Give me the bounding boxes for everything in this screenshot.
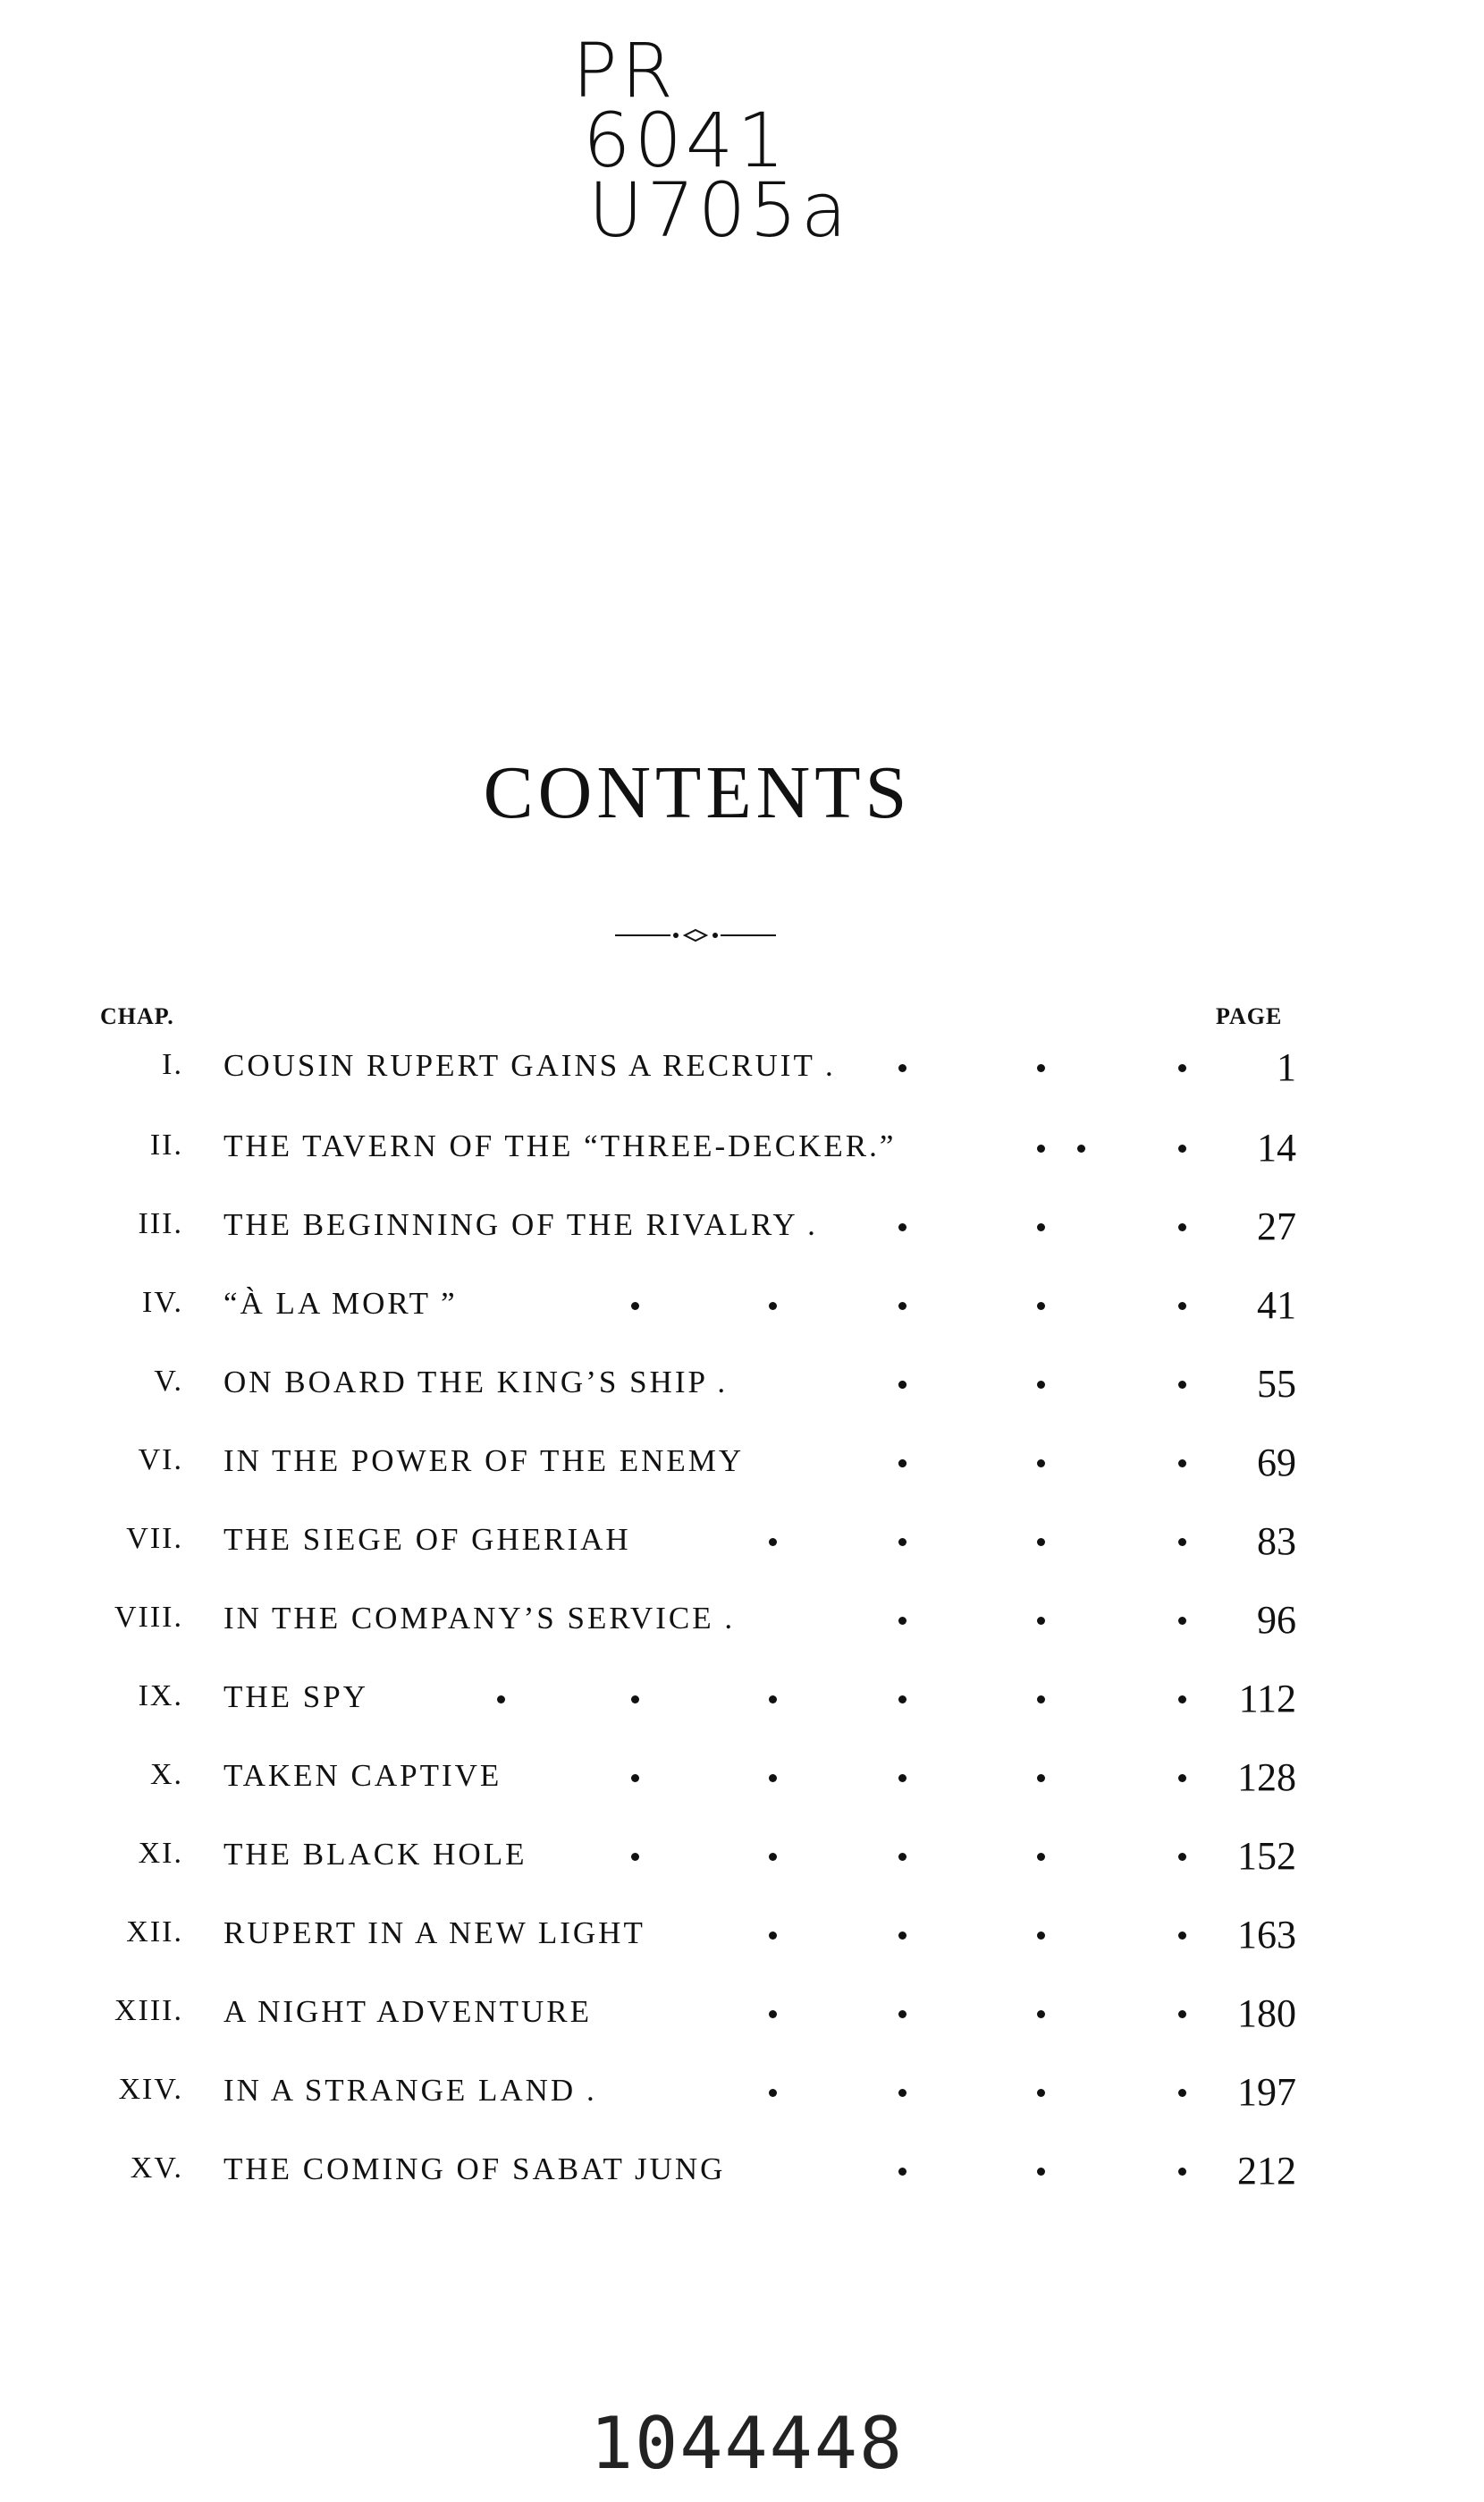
- chapter-title: THE TAVERN OF THE “THREE-DECKER.”: [223, 1128, 897, 1163]
- chapter-number: V.: [154, 1365, 183, 1398]
- leader-dot: [769, 1931, 777, 1940]
- chapter-number: VIII.: [114, 1601, 183, 1634]
- call-number-line: PR: [572, 27, 678, 114]
- leader-dot: [898, 1538, 906, 1546]
- list-item: [0, 1443, 1484, 1497]
- chapter-number: XV.: [130, 2151, 183, 2185]
- leader-dot: [898, 1381, 906, 1389]
- list-item: [0, 1128, 1484, 1182]
- chapter-title: IN THE COMPANY’S SERVICE .: [223, 1601, 736, 1636]
- chapter-number: IX.: [138, 1679, 183, 1712]
- list-item: [0, 1519, 1484, 1576]
- chapter-page-number: 69: [1257, 1441, 1296, 1484]
- leader-dot: [1037, 2168, 1045, 2176]
- leader-dot: [1178, 1931, 1186, 1940]
- leader-dot: [1178, 1459, 1186, 1467]
- list-item: [0, 1207, 1484, 1261]
- leader-dot: [1037, 1617, 1045, 1625]
- leader-dot: [1037, 1774, 1045, 1782]
- chapter-page-number: 27: [1257, 1205, 1296, 1248]
- chapter-number: III.: [138, 1207, 183, 1240]
- leader-dot: [1178, 1145, 1186, 1153]
- chapter-number: I.: [162, 1048, 183, 1081]
- leader-dot: [1037, 1302, 1045, 1310]
- list-item: [0, 2070, 1484, 2126]
- chapter-title: A NIGHT ADVENTURE: [223, 1994, 593, 2029]
- chapter-number: VII.: [126, 1522, 183, 1555]
- chapter-title: THE BEGINNING OF THE RIVALRY .: [223, 1207, 818, 1242]
- leader-dot: [1178, 1538, 1186, 1546]
- leader-dot: [898, 1853, 906, 1861]
- chapter-number: X.: [149, 1758, 183, 1791]
- leader-dot: [1178, 1774, 1186, 1782]
- chap-column-header: CHAP.: [100, 1003, 174, 1029]
- leader-dot: [898, 1064, 906, 1072]
- chapter-title: IN A STRANGE LAND .: [223, 2073, 597, 2108]
- leader-dot: [631, 1774, 639, 1782]
- leader-dot: [1178, 2010, 1186, 2018]
- chapter-page-number: 96: [1257, 1598, 1296, 1642]
- leader-dot: [1178, 1064, 1186, 1072]
- leader-dot: [1178, 1853, 1186, 1861]
- accession-number-stamp: 1044448: [590, 2402, 905, 2485]
- chapter-title: COUSIN RUPERT GAINS A RECRUIT .: [223, 1048, 836, 1083]
- chapter-page-number: 180: [1237, 1991, 1296, 2035]
- leader-dot: [1037, 1064, 1045, 1072]
- chapter-title: ON BOARD THE KING’S SHIP .: [223, 1365, 729, 1399]
- leader-dot: [1037, 1695, 1045, 1703]
- chapter-title: TAKEN CAPTIVE: [223, 1758, 502, 1793]
- leader-dot: [1178, 2089, 1186, 2097]
- chapter-number: VI.: [138, 1443, 183, 1476]
- leader-dot: [769, 1774, 777, 1782]
- call-number-line: 6041: [583, 97, 788, 184]
- chapter-number: XIII.: [114, 1994, 183, 2027]
- chapter-page-number: 163: [1237, 1913, 1296, 1957]
- leader-dot: [1037, 1538, 1045, 1546]
- list-item: [0, 1045, 1484, 1102]
- leader-dot: [1037, 1381, 1045, 1389]
- chapter-title: THE BLACK HOLE: [223, 1837, 527, 1872]
- chapter-page-number: 14: [1257, 1126, 1296, 1170]
- chapter-number: IV.: [142, 1286, 183, 1319]
- chapter-title: THE SIEGE OF GHERIAH: [223, 1522, 631, 1557]
- leader-dot: [898, 2089, 906, 2097]
- leader-dot: [631, 1853, 639, 1861]
- chapter-title: THE COMING OF SABAT JUNG: [223, 2151, 726, 2186]
- chapter-number: XI.: [138, 1837, 183, 1870]
- page-title: CONTENTS: [483, 751, 912, 834]
- leader-dot: [1178, 1617, 1186, 1625]
- list-item: [0, 1362, 1484, 1418]
- leader-dot: [898, 1931, 906, 1940]
- leader-dot: [1178, 2168, 1186, 2176]
- chapter-number: II.: [149, 1128, 183, 1162]
- leader-dot: [1037, 1853, 1045, 1861]
- leader-dot: [898, 1223, 906, 1231]
- leader-dot: [1178, 1695, 1186, 1703]
- leader-dot: [898, 2010, 906, 2018]
- leader-dot: [1037, 1931, 1045, 1940]
- leader-dot: [497, 1695, 505, 1703]
- chapter-page-number: 197: [1237, 2070, 1296, 2114]
- leader-dot: [769, 1538, 777, 1546]
- chapter-page-number: 1: [1277, 1045, 1296, 1089]
- chapter-page-number: 128: [1237, 1755, 1296, 1799]
- leader-dot: [631, 1695, 639, 1703]
- leader-dot: [1037, 2089, 1045, 2097]
- leader-dot: [898, 1302, 906, 1310]
- chapter-title: “À LA MORT ”: [223, 1286, 458, 1321]
- list-item: [0, 1598, 1484, 1654]
- chapter-page-number: 83: [1257, 1519, 1296, 1563]
- chapter-page-number: 152: [1237, 1834, 1296, 1878]
- page-column-header: PAGE: [1216, 1003, 1283, 1029]
- chapter-page-number: 41: [1257, 1283, 1296, 1327]
- list-item: [0, 1755, 1484, 1812]
- leader-dot: [769, 1853, 777, 1861]
- leader-dot: [769, 2010, 777, 2018]
- leader-dot: [1037, 1145, 1045, 1153]
- leader-dot: [1077, 1145, 1085, 1153]
- leader-dot: [898, 1459, 906, 1467]
- leader-dot: [898, 1617, 906, 1625]
- leader-dot: [631, 1302, 639, 1310]
- chapter-page-number: 55: [1257, 1362, 1296, 1406]
- leader-dot: [898, 2168, 906, 2176]
- chapter-title: THE SPY: [223, 1679, 368, 1714]
- list-item: [0, 1679, 1484, 1733]
- leader-dot: [1178, 1302, 1186, 1310]
- leader-dot: [769, 2089, 777, 2097]
- list-item: [0, 2151, 1484, 2205]
- chapter-page-number: 212: [1237, 2149, 1296, 2193]
- list-item: [0, 1283, 1484, 1340]
- leader-dot: [1178, 1223, 1186, 1231]
- leader-dot: [769, 1302, 777, 1310]
- list-item: [0, 1991, 1484, 2048]
- leader-dot: [898, 1774, 906, 1782]
- leader-dot: [769, 1695, 777, 1703]
- list-item: [0, 1834, 1484, 1890]
- chapter-title: IN THE POWER OF THE ENEMY: [223, 1443, 745, 1478]
- leader-dot: [1037, 1459, 1045, 1467]
- list-item: [0, 1915, 1484, 1969]
- chapter-number: XII.: [126, 1915, 183, 1948]
- leader-dot: [1037, 1223, 1045, 1231]
- chapter-title: RUPERT IN A NEW LIGHT: [223, 1915, 645, 1950]
- leader-dot: [1178, 1381, 1186, 1389]
- chapter-number: XIV.: [118, 2073, 183, 2106]
- call-number-line: U705a: [588, 166, 851, 254]
- leader-dot: [898, 1695, 906, 1703]
- leader-dot: [1037, 2010, 1045, 2018]
- chapter-page-number: 112: [1238, 1677, 1296, 1720]
